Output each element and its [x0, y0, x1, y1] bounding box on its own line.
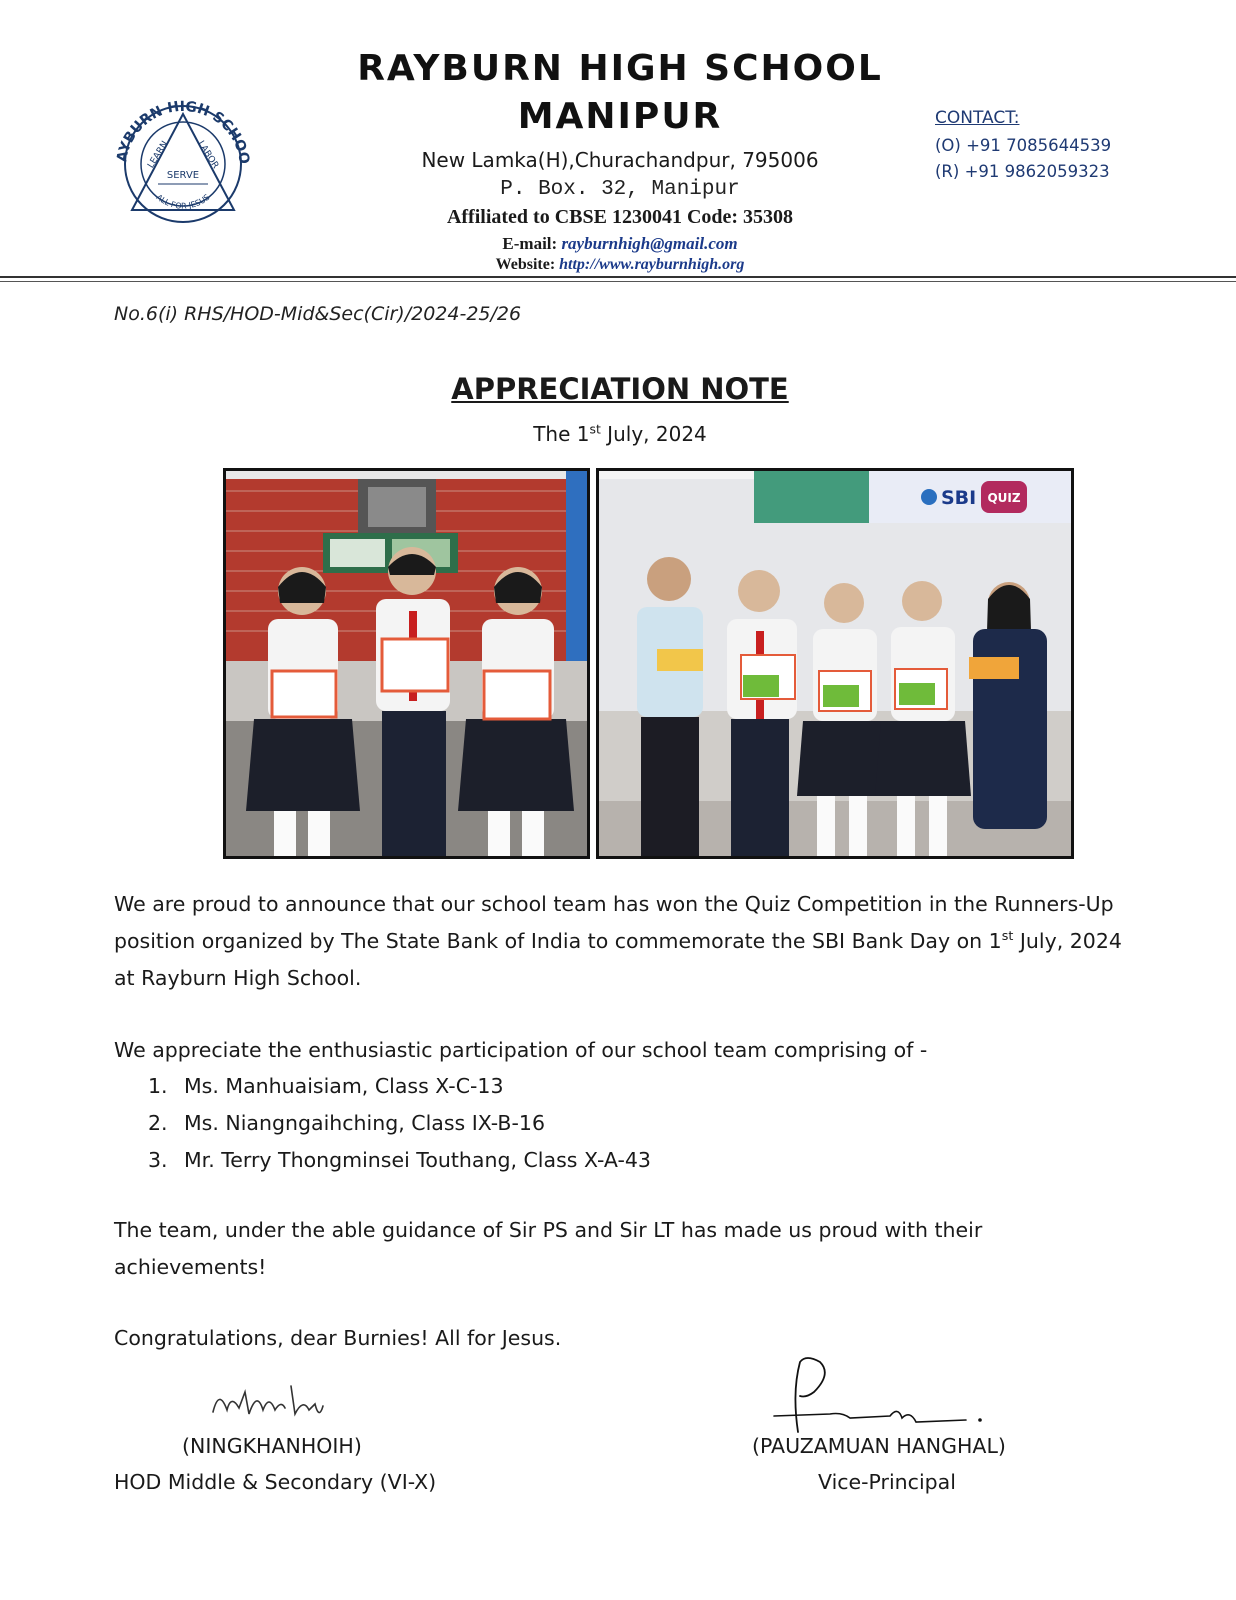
school-name-line2: MANIPUR	[517, 96, 723, 137]
announcement-sup: st	[1001, 928, 1014, 944]
banner-sbi-text: SBI	[941, 487, 977, 509]
right-signatory-title: Vice-Principal	[818, 1470, 956, 1494]
contact-office-phone[interactable]: (O) +91 7085644539	[935, 136, 1112, 155]
header-divider-thin	[0, 281, 1236, 282]
list-item	[148, 1105, 1048, 1142]
date-sup: st	[589, 421, 601, 437]
school-pobox: P. Box. 32, Manipur	[500, 178, 740, 201]
list-item-number: 1.	[148, 1074, 168, 1098]
photo-students-outdoor	[223, 468, 590, 859]
svg-text:RAYBURN HIGH SCHOOL	[108, 92, 252, 165]
contact-heading: CONTACT:	[935, 108, 1020, 128]
banner-quiz-badge: QUIZ	[987, 491, 1021, 505]
school-name-line1: RAYBURN HIGH SCHOOL	[357, 48, 883, 89]
appreciation-intro: We appreciate the enthusiastic participation of our school team comprising of -	[114, 1038, 928, 1062]
date-suffix: July, 2024	[600, 422, 707, 446]
list-item-text: Ms. Niangngaihching, Class IX-B-16	[184, 1111, 545, 1135]
guidance-paragraph: The team, under the able guidance of Sir PS and Sir LT has made us proud with their achievements!	[114, 1218, 983, 1279]
email-label: E-mail:	[502, 234, 558, 253]
school-email-line	[300, 234, 940, 254]
logo-labor-text: LABOR	[195, 139, 221, 171]
contact-residence-phone[interactable]: (R) +91 9862059323	[935, 162, 1110, 181]
logo-learn-text: LEARN	[146, 139, 171, 171]
email-link[interactable]: rayburnhigh@gmail.com	[561, 234, 738, 253]
note-title: APPRECIATION NOTE	[451, 372, 789, 406]
reference-number: No.6(i) RHS/HOD-Mid&Sec(Cir)/2024-25/26	[114, 303, 522, 325]
date-prefix: The 1	[533, 422, 590, 446]
note-date	[300, 422, 940, 446]
left-signature	[205, 1380, 335, 1428]
closing-line: Congratulations, dear Burnies! All for Jesus.	[114, 1326, 562, 1350]
photo-sbi-quiz-event	[596, 468, 1074, 859]
announcement-text-part1: We are proud to announce that our school team has won the Quiz Competition in the Runners-Up position organized by The State Bank of India to commemorate the SBI Bank Day on 1	[114, 892, 1114, 953]
list-item-number: 2.	[148, 1111, 168, 1135]
logo-serve-text: SERVE	[166, 170, 200, 181]
svg-text:ALL FOR JESUS	[155, 193, 212, 211]
list-item	[148, 1142, 1048, 1179]
school-logo	[108, 92, 258, 224]
list-item	[148, 1068, 1048, 1105]
school-affiliation: Affiliated to CBSE 1230041 Code: 35308	[446, 206, 794, 228]
list-item-text: Mr. Terry Thongminsei Touthang, Class X-A-43	[184, 1148, 651, 1172]
school-website-line	[300, 256, 940, 274]
header-divider-thick	[0, 276, 1236, 278]
website-label: Website:	[495, 256, 556, 273]
website-link[interactable]: http://www.rayburnhigh.org	[559, 256, 745, 273]
logo-motto-text: ALL FOR JESUS	[154, 192, 212, 211]
announcement-paragraph	[114, 886, 1124, 997]
list-item-text: Ms. Manhuaisiam, Class X-C-13	[184, 1074, 504, 1098]
announcement-text-part2: July, 2024 at Rayburn High School.	[114, 929, 1122, 990]
logo-ring-text: AYBURN HIGH SCHOO	[114, 98, 253, 166]
right-signature	[770, 1352, 990, 1444]
left-signatory-title: HOD Middle & Secondary (VI-X)	[114, 1470, 437, 1494]
list-item-number: 3.	[148, 1148, 168, 1172]
right-signatory-name: (PAUZAMUAN HANGHAL)	[752, 1434, 1006, 1458]
school-address: New Lamka(H),Churachandpur, 795006	[421, 148, 819, 172]
team-list	[148, 1068, 1048, 1179]
left-signatory-name: (NINGKHANHOIH)	[182, 1434, 362, 1458]
